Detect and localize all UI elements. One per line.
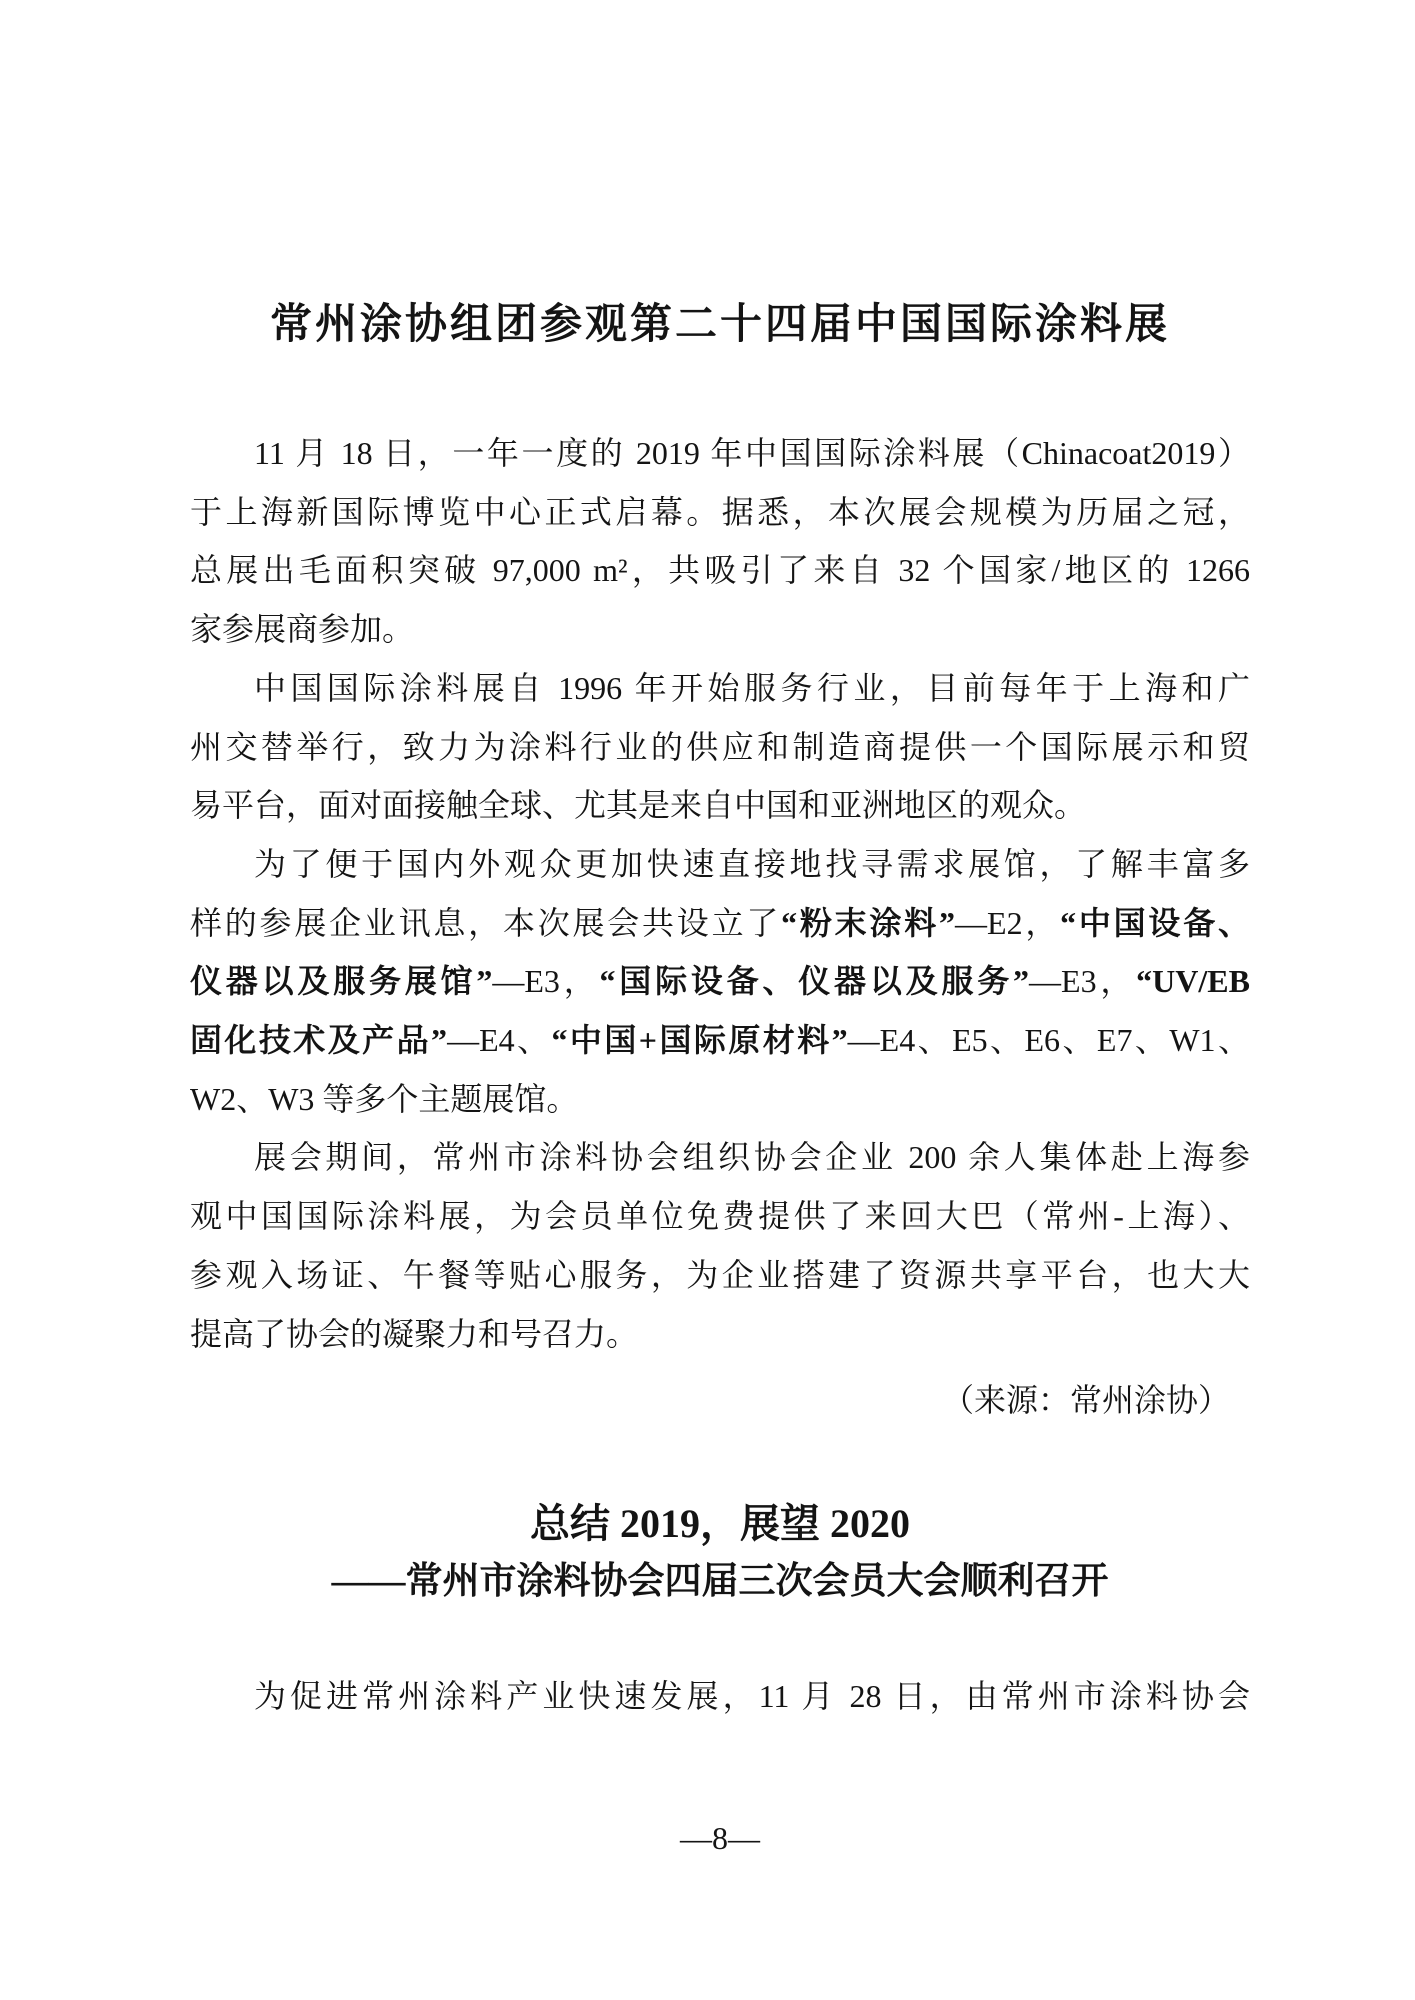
text-run: W2、W3 等多个主题展馆。 (190, 1080, 579, 1117)
text-run: —E4、 (447, 1022, 552, 1059)
paragraph (190, 1667, 1250, 1726)
text-line (190, 1187, 1250, 1246)
article1-title: 常州涂协组团参观第二十四届中国国际涂料展 (269, 302, 1170, 348)
text-line (190, 659, 1250, 718)
text-run: 州交替举行，致力为涂料行业的供应和制造商提供一个国际展示和贸 (190, 728, 1250, 765)
bold-run: “UV/EB (1136, 963, 1250, 1000)
text-run: 为促进常州涂料产业快速发展，11 月 28 日，由常州市涂料协会 (254, 1677, 1250, 1714)
article1-body (190, 424, 1250, 1363)
paragraph (190, 424, 1250, 659)
text-line (190, 1305, 1250, 1364)
text-run: —E3， (492, 963, 600, 1000)
text-line (190, 483, 1250, 542)
bold-run: 固化技术及产品” (190, 1022, 448, 1059)
text-run: 家参展商参加。 (190, 611, 415, 648)
article2-title (190, 1500, 1250, 1610)
text-line (190, 541, 1250, 600)
page-number: —8— (680, 1819, 760, 1856)
bold-run: 仪器以及服务展馆” (190, 963, 493, 1000)
text-line (190, 1246, 1250, 1305)
bold-run: “中国设备、 (1060, 904, 1250, 941)
text-line (190, 952, 1250, 1011)
text-run: 展会期间，常州市涂料协会组织协会企业 200 余人集体赴上海参 (254, 1139, 1250, 1176)
text-line (190, 1011, 1250, 1070)
text-run: 中国国际涂料展自 1996 年开始服务行业，目前每年于上海和广 (254, 669, 1250, 706)
text-run: —E4、E5、E6、E7、W1、 (847, 1022, 1250, 1059)
article2-title-line1: 总结 2019，展望 2020 (530, 1500, 910, 1546)
text-run: 提高了协会的凝聚力和号召力。 (190, 1315, 639, 1352)
text-line (190, 835, 1250, 894)
text-line (190, 1128, 1250, 1187)
text-run: 于上海新国际博览中心正式启幕。据悉，本次展会规模为历届之冠， (190, 493, 1250, 530)
text-line (190, 776, 1250, 835)
text-run: 易平台，面对面接触全球、尤其是来自中国和亚洲地区的观众。 (190, 787, 1087, 824)
text-line (190, 1070, 1250, 1129)
page-content (190, 0, 1250, 1867)
text-run: 观中国国际涂料展，为会员单位免费提供了来回大巴（常州-上海）、 (190, 1198, 1250, 1235)
text-run: 为了便于国内外观众更加快速直接地找寻需求展馆，了解丰富多 (254, 845, 1250, 882)
paragraph (190, 659, 1250, 835)
article2-body (190, 1667, 1250, 1726)
bold-run: “国际设备、仪器以及服务” (599, 963, 1030, 1000)
text-run: 11 月 18 日，一年一度的 2019 年中国国际涂料展（Chinacoat2019） (254, 435, 1250, 471)
bold-run: “中国+国际原材料” (551, 1022, 848, 1059)
text-run: 总展出毛面积突破 97,000 m²，共吸引了来自 32 个国家/地区的 1266 (190, 552, 1250, 589)
text-line (190, 600, 1250, 659)
bold-run: “粉末涂料” (781, 904, 956, 941)
text-run: —E2， (955, 904, 1061, 941)
text-run: 样的参展企业讯息，本次展会共设立了 (190, 904, 782, 941)
text-line (190, 1667, 1250, 1726)
text-run: 参观入场证、午餐等贴心服务，为企业搭建了资源共享平台，也大大 (190, 1256, 1250, 1293)
text-line (190, 424, 1250, 483)
paragraph (190, 1128, 1250, 1363)
article2-title-line2: ——常州市涂料协会四届三次会员大会顺利召开 (331, 1560, 1109, 1602)
text-line (190, 894, 1250, 953)
paragraph (190, 835, 1250, 1129)
text-run: —E3， (1029, 963, 1137, 1000)
article1-source: （来源：常州涂协） (941, 1382, 1230, 1419)
text-line (190, 718, 1250, 777)
